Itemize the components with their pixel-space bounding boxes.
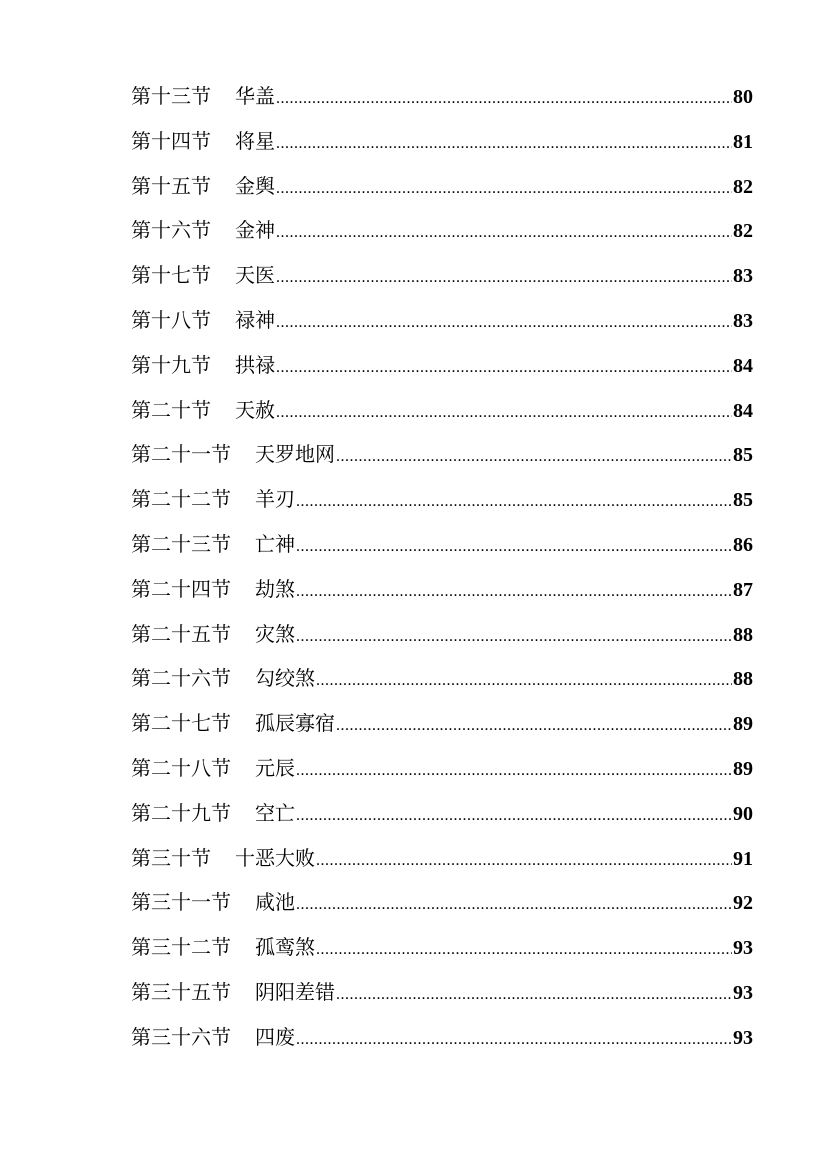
toc-section-number: 第二十七节 xyxy=(131,711,231,736)
toc-section-title: 拱禄 xyxy=(235,352,275,377)
toc-page-number: 85 xyxy=(733,444,753,467)
toc-dot-leader xyxy=(296,486,732,518)
toc-entry[interactable] xyxy=(131,528,753,573)
toc-dot-leader xyxy=(296,755,732,787)
toc-page-number: 91 xyxy=(733,847,753,870)
toc-dot-leader xyxy=(276,307,732,339)
toc-page-number: 82 xyxy=(733,220,753,243)
toc-dot-leader xyxy=(276,83,732,115)
toc-page-number: 88 xyxy=(733,668,753,691)
toc-section-title: 孤辰寡宿 xyxy=(255,711,335,736)
toc-dot-leader xyxy=(276,173,732,205)
toc-section-title: 将星 xyxy=(235,128,275,153)
toc-section-title: 禄神 xyxy=(235,307,275,332)
toc-entry[interactable] xyxy=(131,752,753,797)
toc-section-title: 金神 xyxy=(235,218,275,243)
toc-page-number: 93 xyxy=(733,1026,753,1049)
toc-dot-leader xyxy=(296,889,732,921)
toc-section-number: 第二十二节 xyxy=(131,487,231,512)
toc-entry[interactable] xyxy=(131,438,753,483)
toc-entry[interactable] xyxy=(131,842,753,887)
toc-section-number: 第二十八节 xyxy=(131,755,231,780)
toc-entry[interactable] xyxy=(131,80,753,125)
toc-page-number: 81 xyxy=(733,130,753,153)
toc-section-number: 第三十节 xyxy=(131,845,211,870)
toc-section-number: 第二十节 xyxy=(131,397,211,422)
toc-section-number: 第三十五节 xyxy=(131,979,231,1004)
toc-entry[interactable] xyxy=(131,259,753,304)
toc-dot-leader xyxy=(296,1024,732,1056)
toc-section-title: 羊刃 xyxy=(255,487,295,512)
toc-entry[interactable] xyxy=(131,797,753,842)
toc-section-title: 亡神 xyxy=(255,531,295,556)
toc-section-title: 咸池 xyxy=(255,890,295,915)
toc-section-number: 第二十六节 xyxy=(131,666,231,691)
toc-page-number: 93 xyxy=(733,937,753,960)
toc-dot-leader xyxy=(276,217,732,249)
toc-entry[interactable] xyxy=(131,1021,753,1066)
toc-section-number: 第十四节 xyxy=(131,128,211,153)
toc-entry[interactable] xyxy=(131,349,753,394)
toc-dot-leader xyxy=(276,397,732,429)
toc-section-title: 劫煞 xyxy=(255,576,295,601)
toc-dot-leader xyxy=(316,934,732,966)
toc-section-number: 第十九节 xyxy=(131,352,211,377)
toc-page-number: 87 xyxy=(733,578,753,601)
toc-dot-leader xyxy=(296,576,732,608)
toc-section-number: 第十八节 xyxy=(131,307,211,332)
toc-dot-leader xyxy=(316,665,732,697)
toc-page-number: 92 xyxy=(733,892,753,915)
toc-dot-leader xyxy=(276,128,732,160)
toc-dot-leader xyxy=(336,710,732,742)
toc-section-number: 第十五节 xyxy=(131,173,211,198)
toc-section-title: 四废 xyxy=(255,1024,295,1049)
toc-section-title: 空亡 xyxy=(255,800,295,825)
toc-section-number: 第三十一节 xyxy=(131,890,231,915)
toc-dot-leader xyxy=(296,800,732,832)
toc-dot-leader xyxy=(296,621,732,653)
toc-section-number: 第三十二节 xyxy=(131,935,231,960)
toc-entry[interactable] xyxy=(131,976,753,1021)
toc-entry[interactable] xyxy=(131,707,753,752)
toc-section-title: 勾绞煞 xyxy=(255,666,315,691)
toc-section-number: 第十三节 xyxy=(131,84,211,108)
toc-page-number: 88 xyxy=(733,623,753,646)
toc-entry[interactable] xyxy=(131,662,753,707)
toc-entry[interactable] xyxy=(131,618,753,663)
toc-entry[interactable] xyxy=(131,573,753,618)
toc-dot-leader xyxy=(276,352,732,384)
toc-section-title: 阴阳差错 xyxy=(255,979,335,1004)
toc-page-number: 83 xyxy=(733,265,753,288)
toc-entry[interactable] xyxy=(131,170,753,215)
toc-section-title: 灾煞 xyxy=(255,621,295,646)
toc-section-title: 华盖 xyxy=(235,84,275,108)
toc-section-number: 第十七节 xyxy=(131,263,211,288)
toc-section-number: 第二十一节 xyxy=(131,442,231,467)
toc-entry[interactable] xyxy=(131,931,753,976)
toc-page-number: 93 xyxy=(733,981,753,1004)
toc-entry[interactable] xyxy=(131,483,753,528)
toc-section-title: 天罗地网 xyxy=(255,442,335,467)
toc-page-number: 90 xyxy=(733,802,753,825)
toc-dot-leader xyxy=(316,845,732,877)
toc-dot-leader xyxy=(276,262,732,294)
toc-section-title: 天医 xyxy=(235,263,275,288)
toc-page-number: 89 xyxy=(733,713,753,736)
toc-page-number: 83 xyxy=(733,309,753,332)
toc-section-number: 第二十九节 xyxy=(131,800,231,825)
toc-dot-leader xyxy=(296,531,732,563)
toc-page-number: 89 xyxy=(733,757,753,780)
toc-section-number: 第十六节 xyxy=(131,218,211,243)
table-of-contents xyxy=(131,80,753,1066)
toc-section-title: 孤鸾煞 xyxy=(255,935,315,960)
toc-section-title: 元辰 xyxy=(255,755,295,780)
toc-entry[interactable] xyxy=(131,394,753,439)
toc-dot-leader xyxy=(336,979,732,1011)
toc-page-number: 82 xyxy=(733,175,753,198)
toc-entry[interactable] xyxy=(131,886,753,931)
toc-section-title: 十恶大败 xyxy=(235,845,315,870)
toc-page-number: 85 xyxy=(733,489,753,512)
toc-page-number: 80 xyxy=(733,86,753,108)
toc-section-number: 第二十四节 xyxy=(131,576,231,601)
toc-section-title: 天赦 xyxy=(235,397,275,422)
toc-section-number: 第二十五节 xyxy=(131,621,231,646)
toc-dot-leader xyxy=(336,441,732,473)
toc-section-number: 第三十六节 xyxy=(131,1024,231,1049)
toc-section-title: 金舆 xyxy=(235,173,275,198)
toc-page-number: 86 xyxy=(733,533,753,556)
toc-entry[interactable] xyxy=(131,214,753,259)
toc-entry[interactable] xyxy=(131,304,753,349)
toc-page-number: 84 xyxy=(733,354,753,377)
toc-section-number: 第二十三节 xyxy=(131,531,231,556)
toc-entry[interactable] xyxy=(131,125,753,170)
toc-page-number: 84 xyxy=(733,399,753,422)
